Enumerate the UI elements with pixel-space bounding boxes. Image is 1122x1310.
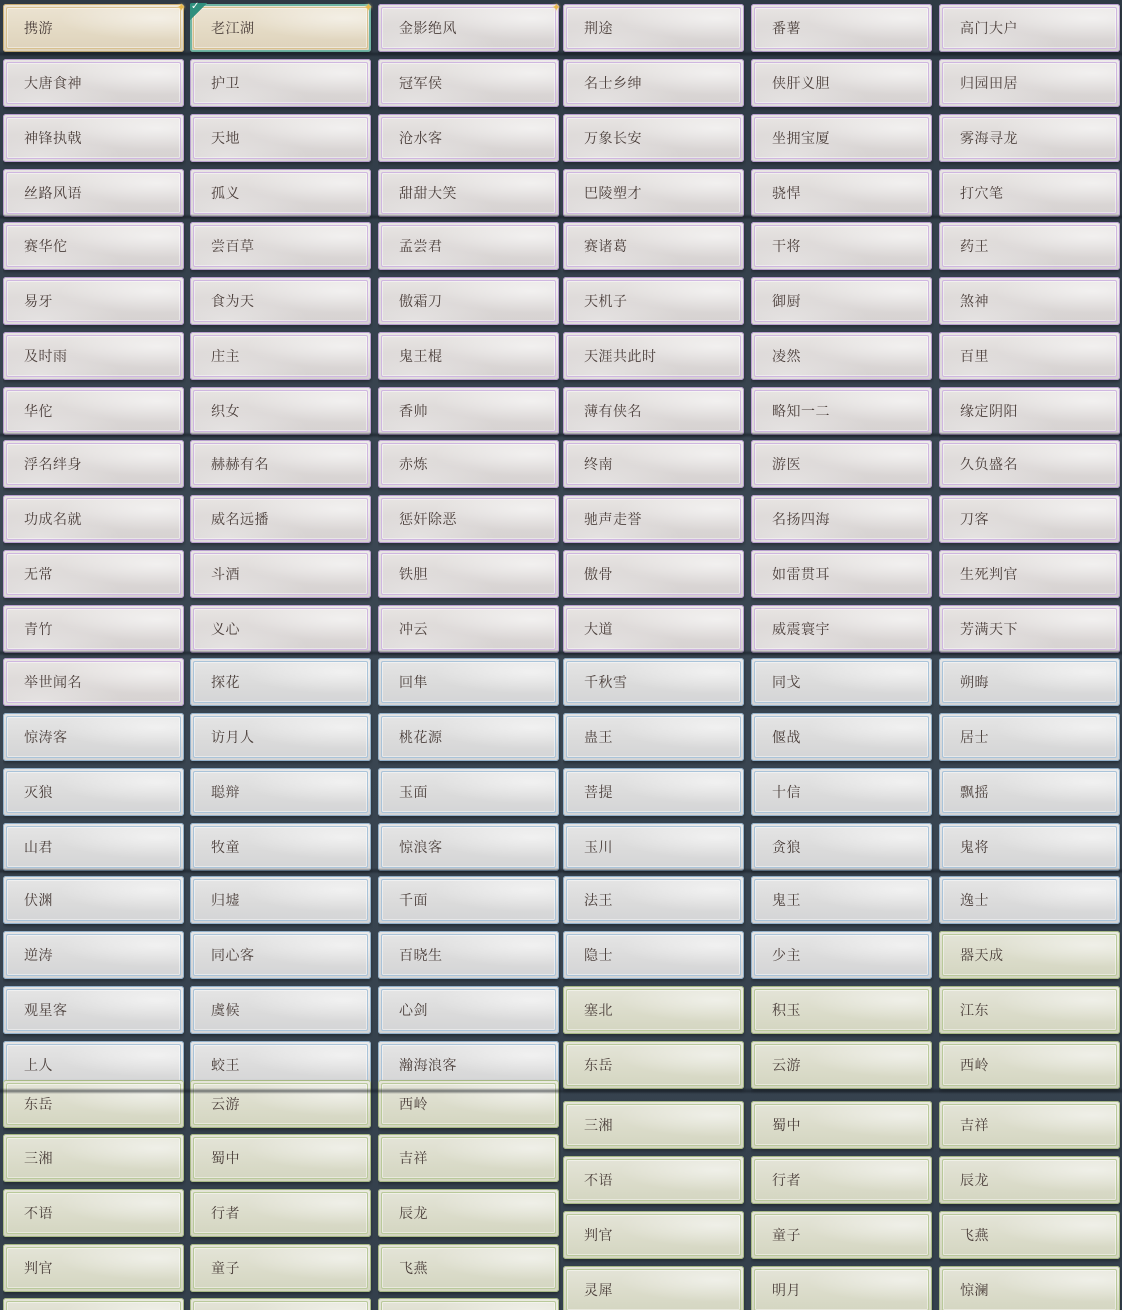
title-label: 访月人	[211, 730, 255, 746]
title-tile[interactable]	[563, 114, 744, 162]
title-label: 飘摇	[960, 785, 989, 801]
title-tile[interactable]	[751, 823, 932, 871]
title-tile[interactable]	[563, 1101, 744, 1149]
title-tile[interactable]	[3, 876, 184, 924]
title-tile[interactable]	[563, 768, 744, 816]
title-label: 云游	[772, 1058, 801, 1074]
title-label: 庄主	[211, 349, 240, 365]
title-tile[interactable]	[751, 4, 932, 52]
title-label: 织女	[211, 404, 240, 420]
title-tile[interactable]	[751, 59, 932, 107]
sparkle-icon: ✦	[363, 1, 373, 14]
title-column-5	[751, 0, 934, 1310]
title-tile[interactable]	[751, 495, 932, 543]
title-label: 老江湖	[211, 21, 255, 37]
title-tile[interactable]	[939, 931, 1120, 979]
title-label: 坐拥宝厦	[772, 131, 830, 147]
title-label: 少主	[772, 948, 801, 964]
title-tile[interactable]	[939, 4, 1120, 52]
title-tile[interactable]	[751, 169, 932, 217]
title-label: 惊浪客	[399, 840, 443, 856]
title-label: 骁悍	[772, 186, 801, 202]
title-label: 居士	[960, 730, 989, 746]
title-tile[interactable]	[378, 387, 559, 435]
title-tile[interactable]	[3, 550, 184, 598]
title-tile[interactable]	[190, 550, 371, 598]
title-column-2	[190, 0, 373, 1310]
title-label: 玉面	[399, 785, 428, 801]
title-label: 万象长安	[584, 131, 642, 147]
title-label: 赫赫有名	[211, 457, 269, 473]
title-label: 赤炼	[399, 457, 428, 473]
title-tile[interactable]	[3, 1244, 184, 1292]
title-tile[interactable]	[190, 169, 371, 217]
title-tile[interactable]	[751, 332, 932, 380]
title-label: 伏渊	[24, 893, 53, 909]
title-tile[interactable]	[939, 1101, 1120, 1149]
title-tile[interactable]	[751, 605, 932, 653]
title-tile[interactable]	[190, 1244, 371, 1292]
title-tile[interactable]	[378, 823, 559, 871]
title-label: 药王	[960, 239, 989, 255]
title-tile[interactable]	[378, 440, 559, 488]
title-label: 童子	[772, 1228, 801, 1244]
title-tile[interactable]	[939, 550, 1120, 598]
title-label: 尝百草	[211, 239, 255, 255]
title-tile[interactable]	[378, 1080, 559, 1128]
title-label: 心剑	[399, 1003, 428, 1019]
title-label: 桃花源	[399, 730, 443, 746]
title-tile[interactable]	[563, 986, 744, 1034]
selected-check-icon: ✓	[190, 3, 207, 21]
title-tile[interactable]	[3, 1189, 184, 1237]
title-label: 威震寰宇	[772, 622, 830, 638]
title-label: 大道	[584, 622, 613, 638]
title-tile[interactable]	[378, 332, 559, 380]
title-label: 冲云	[399, 622, 428, 638]
title-tile[interactable]	[3, 986, 184, 1034]
title-label: 沧水客	[399, 131, 443, 147]
title-tile[interactable]	[751, 440, 932, 488]
title-tile[interactable]	[3, 332, 184, 380]
title-tile[interactable]	[563, 550, 744, 598]
title-label: 明月	[772, 1283, 801, 1299]
title-label: 逸士	[960, 893, 989, 909]
title-label: 丝路风语	[24, 186, 82, 202]
title-tile[interactable]	[3, 823, 184, 871]
title-tile[interactable]	[3, 1, 186, 52]
title-label: 朔晦	[960, 675, 989, 691]
title-label: 偃战	[772, 730, 801, 746]
title-tile[interactable]	[563, 1156, 744, 1204]
title-tile[interactable]	[3, 387, 184, 435]
title-tile[interactable]	[563, 59, 744, 107]
title-tile[interactable]	[3, 222, 184, 270]
title-tile[interactable]	[378, 1189, 559, 1237]
title-column-1	[3, 0, 186, 1310]
title-label: 名士乡绅	[584, 76, 642, 92]
title-tile[interactable]	[378, 1298, 559, 1310]
title-label: 山君	[24, 840, 53, 856]
title-tile[interactable]	[190, 1, 373, 52]
title-label: 西岭	[399, 1097, 428, 1113]
title-label: 天涯共此时	[584, 349, 657, 365]
title-tile[interactable]	[190, 931, 371, 979]
title-label: 无常	[24, 567, 53, 583]
title-label: 逆涛	[24, 948, 53, 964]
title-tile[interactable]	[190, 605, 371, 653]
title-label: 略知一二	[772, 404, 830, 420]
title-label: 鬼王棍	[399, 349, 443, 365]
title-tile[interactable]	[378, 1244, 559, 1292]
title-label: 行者	[772, 1173, 801, 1189]
title-tile[interactable]	[378, 114, 559, 162]
title-tile[interactable]	[563, 1211, 744, 1259]
title-tile[interactable]	[3, 1298, 184, 1310]
title-tile[interactable]	[378, 277, 559, 325]
title-tile[interactable]	[563, 876, 744, 924]
title-label: 冠军侯	[399, 76, 443, 92]
title-label: 行者	[211, 1206, 240, 1222]
title-label: 蜀中	[211, 1151, 240, 1167]
title-label: 食为天	[211, 294, 255, 310]
title-label: 大唐食神	[24, 76, 82, 92]
title-label: 终南	[584, 457, 613, 473]
title-label: 天地	[211, 131, 240, 147]
title-label: 判官	[24, 1261, 53, 1277]
title-tile[interactable]	[939, 1156, 1120, 1204]
title-label: 法王	[584, 893, 613, 909]
title-label: 虞候	[211, 1003, 240, 1019]
title-label: 吉祥	[960, 1118, 989, 1134]
title-label: 芳满天下	[960, 622, 1018, 638]
title-label: 不语	[584, 1173, 613, 1189]
title-label: 同戈	[772, 675, 801, 691]
title-tile[interactable]	[751, 114, 932, 162]
title-label: 灭狼	[24, 785, 53, 801]
title-tile[interactable]	[378, 986, 559, 1034]
title-label: 惊澜	[960, 1283, 989, 1299]
title-label: 三湘	[584, 1118, 613, 1134]
title-tile[interactable]	[3, 605, 184, 653]
title-tile[interactable]	[751, 768, 932, 816]
title-label: 久负盛名	[960, 457, 1018, 473]
title-label: 隐士	[584, 948, 613, 964]
title-tile[interactable]	[751, 387, 932, 435]
title-label: 判官	[584, 1228, 613, 1244]
title-label: 百晓生	[399, 948, 443, 964]
title-label: 惩奸除恶	[399, 512, 457, 528]
title-column-3	[378, 0, 561, 1310]
title-tile[interactable]	[190, 59, 371, 107]
title-tile[interactable]	[939, 1211, 1120, 1259]
title-tile[interactable]	[563, 169, 744, 217]
title-label: 飞燕	[399, 1261, 428, 1277]
title-label: 铁胆	[399, 567, 428, 583]
title-label: 赛华佗	[24, 239, 68, 255]
title-label: 缘定阴阳	[960, 404, 1018, 420]
title-label: 义心	[211, 622, 240, 638]
title-label: 游医	[772, 457, 801, 473]
title-tile[interactable]	[751, 986, 932, 1034]
title-tile[interactable]	[3, 440, 184, 488]
title-tile[interactable]	[939, 495, 1120, 543]
title-label: 携游	[24, 21, 53, 37]
title-tile[interactable]	[751, 1156, 932, 1204]
title-tile[interactable]	[939, 169, 1120, 217]
title-tile[interactable]	[378, 222, 559, 270]
title-label: 驰声走誉	[584, 512, 642, 528]
title-tile[interactable]	[563, 658, 744, 706]
title-label: 打穴笔	[960, 186, 1004, 202]
title-tile[interactable]	[378, 658, 559, 706]
title-tile[interactable]	[190, 495, 371, 543]
title-tile[interactable]	[378, 876, 559, 924]
title-tile[interactable]	[3, 713, 184, 761]
title-tile[interactable]	[3, 1080, 184, 1128]
title-tile[interactable]	[378, 605, 559, 653]
title-label: 蛟王	[211, 1058, 240, 1074]
title-tile[interactable]	[3, 495, 184, 543]
title-column-6	[939, 0, 1122, 1310]
title-label: 归园田居	[960, 76, 1018, 92]
title-tile[interactable]	[939, 1266, 1120, 1310]
title-label: 灵犀	[584, 1283, 613, 1299]
title-tile[interactable]	[190, 277, 371, 325]
title-tile[interactable]	[190, 1134, 371, 1182]
title-label: 辰龙	[960, 1173, 989, 1189]
title-tile[interactable]	[939, 658, 1120, 706]
title-label: 吉祥	[399, 1151, 428, 1167]
title-tile[interactable]	[751, 277, 932, 325]
title-tile[interactable]	[190, 1080, 371, 1128]
title-label: 童子	[211, 1261, 240, 1277]
title-tile[interactable]	[378, 713, 559, 761]
title-label: 名扬四海	[772, 512, 830, 528]
title-label: 牧童	[211, 840, 240, 856]
title-tile[interactable]	[751, 658, 932, 706]
title-tile[interactable]	[190, 823, 371, 871]
title-tile[interactable]	[190, 1189, 371, 1237]
title-tile[interactable]	[563, 1041, 744, 1089]
title-label: 举世闻名	[24, 675, 82, 691]
title-tile[interactable]	[563, 713, 744, 761]
title-tile[interactable]	[939, 59, 1120, 107]
title-tile[interactable]	[378, 931, 559, 979]
title-tile[interactable]	[563, 222, 744, 270]
title-label: 瀚海浪客	[399, 1058, 457, 1074]
title-label: 孤义	[211, 186, 240, 202]
title-label: 观星客	[24, 1003, 68, 1019]
title-column-4	[563, 0, 746, 1310]
title-label: 菩提	[584, 785, 613, 801]
title-tile[interactable]	[378, 1134, 559, 1182]
title-tile[interactable]	[939, 605, 1120, 653]
title-label: 香帅	[399, 404, 428, 420]
title-tile[interactable]	[190, 222, 371, 270]
title-label: 蜀中	[772, 1118, 801, 1134]
title-tile[interactable]	[378, 550, 559, 598]
title-label: 千面	[399, 893, 428, 909]
title-label: 及时雨	[24, 349, 68, 365]
title-tile[interactable]	[378, 59, 559, 107]
title-label: 惊涛客	[24, 730, 68, 746]
title-tile[interactable]	[190, 713, 371, 761]
title-label: 西岭	[960, 1058, 989, 1074]
title-label: 天机子	[584, 294, 628, 310]
title-label: 东岳	[584, 1058, 613, 1074]
title-label: 千秋雪	[584, 675, 628, 691]
title-label: 荆途	[584, 21, 613, 37]
title-tile[interactable]	[939, 277, 1120, 325]
title-tile[interactable]	[939, 114, 1120, 162]
title-tile[interactable]	[190, 1298, 371, 1310]
title-tile[interactable]	[378, 1, 561, 52]
title-tile[interactable]	[751, 713, 932, 761]
title-tile[interactable]	[3, 768, 184, 816]
title-tile[interactable]	[378, 768, 559, 816]
title-tile[interactable]	[563, 495, 744, 543]
title-tile[interactable]	[190, 387, 371, 435]
title-label: 青竹	[24, 622, 53, 638]
title-tile[interactable]	[939, 440, 1120, 488]
title-tile[interactable]	[751, 931, 932, 979]
title-label: 高门大户	[960, 21, 1018, 37]
title-tile[interactable]	[751, 550, 932, 598]
title-label: 上人	[24, 1058, 53, 1074]
title-label: 斗酒	[211, 567, 240, 583]
title-label: 侠肝义胆	[772, 76, 830, 92]
title-tile[interactable]	[3, 1134, 184, 1182]
title-tile[interactable]	[563, 605, 744, 653]
sparkle-icon: ✦	[176, 1, 186, 14]
title-label: 华佗	[24, 404, 53, 420]
title-label: 如雷贯耳	[772, 567, 830, 583]
title-label: 巴陵塑才	[584, 186, 642, 202]
title-label: 辰龙	[399, 1206, 428, 1222]
title-label: 刀客	[960, 512, 989, 528]
title-tile[interactable]	[190, 332, 371, 380]
title-tile[interactable]	[3, 169, 184, 217]
title-label: 浮名绊身	[24, 457, 82, 473]
title-label: 金影绝风	[399, 21, 457, 37]
title-label: 不语	[24, 1206, 53, 1222]
title-tile[interactable]	[378, 169, 559, 217]
title-label: 神锋执戟	[24, 131, 82, 147]
title-label: 回隼	[399, 675, 428, 691]
title-tile[interactable]	[939, 222, 1120, 270]
title-label: 东岳	[24, 1097, 53, 1113]
title-tile[interactable]	[751, 1266, 932, 1310]
title-label: 十信	[772, 785, 801, 801]
title-label: 煞神	[960, 294, 989, 310]
title-label: 同心客	[211, 948, 255, 964]
title-label: 孟尝君	[399, 239, 443, 255]
title-label: 归墟	[211, 893, 240, 909]
title-label: 干将	[772, 239, 801, 255]
title-tile[interactable]	[190, 768, 371, 816]
title-label: 探花	[211, 675, 240, 691]
title-label: 云游	[211, 1097, 240, 1113]
title-tile[interactable]	[3, 658, 184, 706]
title-label: 傲骨	[584, 567, 613, 583]
title-tile[interactable]	[3, 114, 184, 162]
title-label: 生死判官	[960, 567, 1018, 583]
title-label: 鬼将	[960, 840, 989, 856]
title-tile[interactable]	[378, 495, 559, 543]
title-label: 塞北	[584, 1003, 613, 1019]
title-tile[interactable]	[939, 387, 1120, 435]
title-label: 薄有侠名	[584, 404, 642, 420]
title-label: 鬼王	[772, 893, 801, 909]
title-tile[interactable]	[751, 222, 932, 270]
title-tile[interactable]	[563, 823, 744, 871]
title-tile[interactable]	[190, 440, 371, 488]
title-label: 三湘	[24, 1151, 53, 1167]
title-tile[interactable]	[563, 931, 744, 979]
title-tile[interactable]	[939, 823, 1120, 871]
title-tile[interactable]	[563, 277, 744, 325]
title-tile[interactable]	[563, 440, 744, 488]
title-label: 玉川	[584, 840, 613, 856]
title-tile[interactable]	[190, 876, 371, 924]
title-label: 凌然	[772, 349, 801, 365]
title-tile[interactable]	[751, 1211, 932, 1259]
title-label: 甜甜大笑	[399, 186, 457, 202]
title-tile[interactable]	[939, 876, 1120, 924]
title-label: 聪辩	[211, 785, 240, 801]
title-tile[interactable]	[563, 387, 744, 435]
title-tile[interactable]	[939, 713, 1120, 761]
title-tile[interactable]	[751, 1041, 932, 1089]
title-label: 百里	[960, 349, 989, 365]
title-label: 贪狼	[772, 840, 801, 856]
title-tile[interactable]	[3, 931, 184, 979]
title-tile[interactable]	[190, 114, 371, 162]
title-tile[interactable]	[563, 4, 744, 52]
title-label: 飞燕	[960, 1228, 989, 1244]
title-label: 蛊王	[584, 730, 613, 746]
title-tile[interactable]	[190, 986, 371, 1034]
title-label: 赛诸葛	[584, 239, 628, 255]
title-label: 护卫	[211, 76, 240, 92]
title-label: 雾海寻龙	[960, 131, 1018, 147]
title-label: 傲霜刀	[399, 294, 443, 310]
title-tile[interactable]	[3, 59, 184, 107]
title-tile[interactable]	[939, 1041, 1120, 1089]
title-label: 御厨	[772, 294, 801, 310]
title-label: 江东	[960, 1003, 989, 1019]
title-tile[interactable]	[3, 277, 184, 325]
title-label: 番薯	[772, 21, 801, 37]
title-label: 易牙	[24, 294, 53, 310]
title-tile[interactable]	[939, 986, 1120, 1034]
title-label: 积玉	[772, 1003, 801, 1019]
title-label: 器天成	[960, 948, 1004, 964]
title-label: 威名远播	[211, 512, 269, 528]
title-tile[interactable]	[939, 768, 1120, 816]
title-tile[interactable]	[563, 1266, 744, 1310]
title-tile[interactable]	[190, 658, 371, 706]
title-tile[interactable]	[563, 332, 744, 380]
title-tile[interactable]	[751, 876, 932, 924]
sparkle-icon: ✦	[551, 1, 561, 14]
title-label: 功成名就	[24, 512, 82, 528]
title-tile[interactable]	[751, 1101, 932, 1149]
title-tile[interactable]	[939, 332, 1120, 380]
